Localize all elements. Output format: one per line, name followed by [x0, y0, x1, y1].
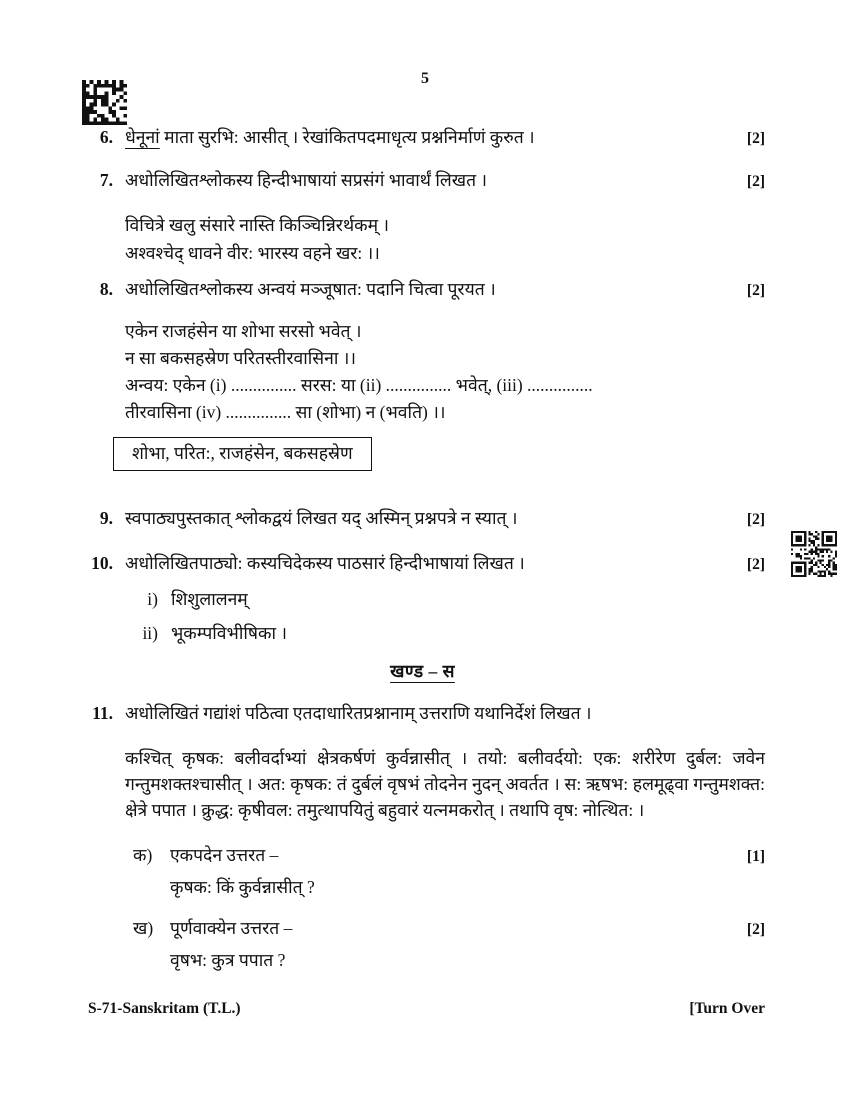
question-number: 11. [92, 703, 113, 723]
shloka-line: विचित्रे खलु संसारे नास्ति किञ्चिन्निरर्थकम् । [125, 215, 390, 235]
question-number: 7. [99, 170, 113, 190]
question-text: अधोलिखितपाठ्यो: कस्यचिदेकस्य पाठसारं हिन्दीभाषायां लिखत । [125, 553, 525, 573]
question-number: 10. [91, 553, 113, 573]
qr-code [791, 531, 837, 577]
shloka-line: एकेन राजहंसेन या शोभा सरसो भवेत् । [125, 321, 362, 341]
question-text: अधोलिखितश्लोकस्य हिन्दीभाषायां सप्रसंगं भावार्थं लिखत । [125, 170, 488, 190]
section-heading: खण्ड – स [390, 661, 455, 681]
footer-paper-code: S-71-Sanskritam (T.L.) [88, 1000, 241, 1017]
question-7-shloka [125, 211, 765, 267]
shloka-line: अश्वश्चेद् धावने वीर: भारस्य वहने खर: ।। [125, 243, 380, 263]
marks-badge: [2] [746, 556, 765, 573]
option-label: ii) [142, 623, 158, 643]
marks-badge: [2] [746, 173, 765, 190]
subquestion-text: वृषभ: कुत्र पपात ? [170, 950, 286, 970]
option-text: भूकम्पविभीषिका । [171, 623, 287, 643]
anvaya-line: तीरवासिना (iv) ............... सा (शोभा) न (भवति) ।। [125, 402, 446, 422]
question-text [113, 126, 737, 148]
question-9 [80, 507, 765, 531]
paper-content [80, 126, 765, 971]
subquestion-label: क) [133, 845, 153, 865]
question-10-option-i [80, 588, 765, 610]
subquestion-ka [80, 844, 765, 868]
anvaya-line: अन्वय: एकेन (i) ............... सरस: या (ii) ............... भवेत्, (iii) ............... [125, 375, 593, 395]
question-8 [80, 278, 765, 302]
subquestion-label: ख) [133, 918, 154, 938]
question-number: 8. [99, 279, 113, 299]
page-number: 5 [421, 70, 429, 87]
question-text: अधोलिखितश्लोकस्य अन्वयं मञ्जूषात: पदानि चित्वा पूरयत । [125, 279, 496, 299]
subquestion-text: कृषक: किं कुर्वन्नासीत् ? [170, 877, 315, 897]
question-text: स्वपाठ्यपुस्तकात् श्लोकद्वयं लिखत यद् अस्मिन् प्रश्नपत्रे न स्यात् । [125, 508, 518, 528]
underlined-word: धेनूनां [125, 127, 160, 147]
marks-badge: [2] [746, 511, 765, 528]
marks-badge: [2] [746, 921, 765, 938]
subquestion-kha [80, 917, 765, 941]
question-number: 9. [99, 508, 113, 528]
manjusha-word-box: शोभा, परित:, राजहंसेन, बकसहस्रेण [113, 437, 372, 471]
question-8-shloka [125, 318, 765, 426]
question-6 [80, 126, 765, 150]
option-text: शिशुलालनम् [171, 589, 248, 609]
page-footer [88, 1000, 765, 1018]
question-10-option-ii [80, 622, 765, 644]
subquestion-prompt: पूर्णवाक्येन उत्तरत – [170, 918, 293, 938]
shloka-line: न सा बकसहस्रेण परितस्तीरवासिना ।। [125, 348, 356, 368]
question-text: अधोलिखितं गद्यांशं पठित्वा एतदाधारितप्रश्नानाम् उत्तराणि यथानिर्देशं लिखत । [125, 703, 592, 723]
question-7 [80, 169, 765, 193]
question-11-passage: कश्चित् कृषक: बलीवर्दाभ्यां क्षेत्रकर्षणं कुर्वन्नासीत् । तयो: बलीवर्दयो: एक: शरीरेण दुर्बल: जवेन गन्तुमशक्तश्चासीत् । अत: कृषक: तं दुर्बलं वृषभं तोदनेन नुदन् अवर्तत । स: ऋषभ: हलमूढ्वा गन्तुमशक्त: क्षेत्रे पपात । क्रुद्ध: कृषीवल: तमुत्थापयितुं बहुवारं यत्नमकरोत् । तथापि वृष: नोत्थित: । [125, 748, 765, 820]
marks-badge: [2] [746, 282, 765, 299]
subquestion-prompt: एकपदेन उत्तरत – [170, 845, 279, 865]
marks-badge: [2] [746, 130, 765, 147]
question-11 [80, 702, 765, 724]
question-number: 6. [99, 127, 113, 147]
option-label: i) [147, 589, 158, 609]
footer-turn-over: [Turn Over [689, 1000, 765, 1017]
question-text-rest: माता सुरभि: आसीत् । रेखांकितपदमाधृत्य प्रश्ननिर्माणं कुरुत । [164, 127, 535, 147]
question-10 [80, 552, 765, 576]
marks-badge: [1] [746, 848, 765, 865]
